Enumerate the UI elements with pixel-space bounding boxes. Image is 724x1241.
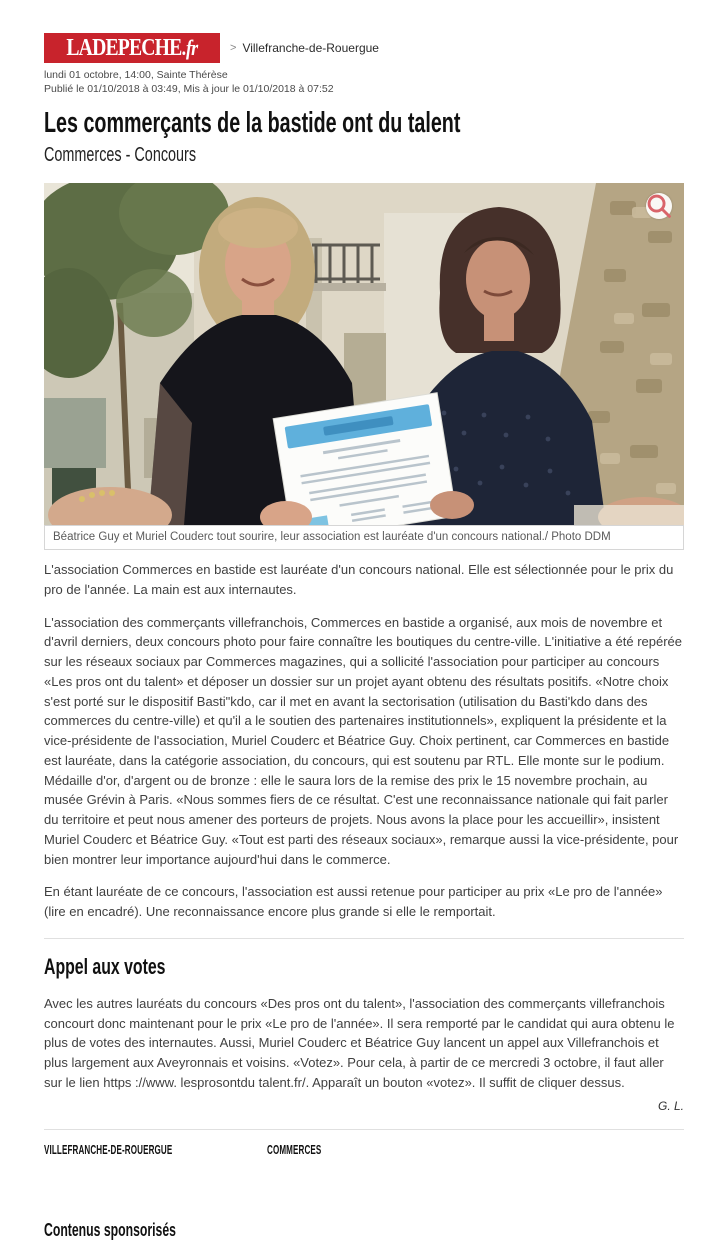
masthead [44, 33, 684, 63]
tag-commerces[interactable]: COMMERCES [267, 1141, 322, 1157]
publish-line: Publié le 01/10/2018 à 03:49, Mis à jour le 01/10/2018 à 07:52 [44, 83, 334, 96]
tags-divider [44, 1129, 684, 1130]
article-subtitle: Commerces - Concours [44, 144, 197, 167]
article-title: Les commerçants de la bastide ont du talent [44, 107, 461, 140]
section-paragraph: Avec les autres lauréats du concours «Des pros ont du talent», l'association des commerçants villefranchois concourt donc maintenant pour le prix «Le pro de l'année». Il sera remporté par le candidat qui aura obtenu le plus de votes des internautes. Aussi, Muriel Couderc et Béatrice Guy lancent un appel aux Villefranchois et plus largement aux Aveyronnais et voisins. «Votez». Pour cela, à partir de ce mercredi 3 octobre, il faut aller sur le lien https ://www. lesprosontdu talent.fr/. Apparaît un bouton «votez». Il suffit de cliquer dessus. [44, 995, 675, 1090]
section-heading: Appel aux votes [44, 953, 166, 979]
sponsored-heading: Contenus sponsorisés [44, 1219, 176, 1240]
photo-caption: Béatrice Guy et Muriel Couderc tout sourire, leur association est lauréate d'un concours national./ Photo DDM [44, 525, 684, 550]
breadcrumb-link[interactable]: Villefranche-de-Rouergue [242, 41, 379, 55]
logo-text [67, 35, 198, 62]
photo-zoom-button[interactable] [646, 193, 672, 219]
logo-fr-text: .fr [182, 34, 198, 60]
ladepeche-logo[interactable] [44, 33, 220, 63]
article-paragraph: L'association des commerçants villefranchois, Commerces en bastide a organisé, aux mois de novembre et d'avril derniers, deux concours photo pour faire connaître les boutiques du centre-ville. L'initiative a été repérée sur les réseaux sociaux par Commerces magazines, qui a sollicité l'association pour participer au concours «Les pros ont du talent» et déposer un dossier sur un projet ayant obtenu des résultats positifs. «Notre choix s'est porté sur le dispositif Basti"kdo, car il met en avant la sectorisation (utilisation du Basti'kdo dans des commerces du centre-ville) et qu'il a le soutien des partenaires institutionnels», expliquent la présidente et la vice-présidente de l'association, Muriel Couderc et Béatrice Guy. Choix pertinent, car Commerces en bastide est lauréate, dans la catégorie association, du concours, qui est soutenu par RTL. Elle monte sur le podium. Médaille d'or, d'argent ou de bronze : elle le saura lors de la remise des prix le 15 novembre prochain, au musée Grévin à Paris. «Nous sommes fiers de ce résultat. C'est une reconnaissance nationale qui fait parler du territoire et peut nous amener des porteurs de projets. Nous avons la place pour les accueillir», insistent Muriel Couderc et Béatrice Guy. «Tout est parti des réseaux sociaux», remarque aussi la vice-présidente, pour bien montrer leur importance aujourd'hui dans le commerce. [44, 614, 682, 867]
tag-villefranche-de-rouergue[interactable]: VILLEFRANCHE-DE-ROUERGUE [44, 1141, 173, 1157]
magnifier-icon [646, 183, 672, 377]
logo-main-text: LADEPECHE [66, 34, 182, 61]
article-body [44, 560, 684, 922]
article-paragraph: En étant lauréate de ce concours, l'association est aussi retenue pour participer au prix «Le pro de l'année» (lire en encadré). Une reconnaissance encore plus grande si elle le remportait. [44, 884, 663, 920]
date-line: lundi 01 octobre, 14:00, Sainte Thérèse [44, 69, 228, 81]
section-divider [44, 938, 684, 939]
tags-row [44, 1142, 684, 1157]
breadcrumb-separator-icon: > [230, 42, 237, 54]
breadcrumb [230, 41, 379, 55]
date-block [44, 68, 684, 96]
article-photo-illustration [44, 183, 684, 525]
article-lead: L'association Commerces en bastide est lauréate d'un concours national. Elle est sélectionnée pour le prix du pro de l'année. La main est aux internautes. [44, 562, 674, 597]
article-photo[interactable] [44, 183, 684, 525]
author-signature: G. L. [657, 1098, 684, 1113]
